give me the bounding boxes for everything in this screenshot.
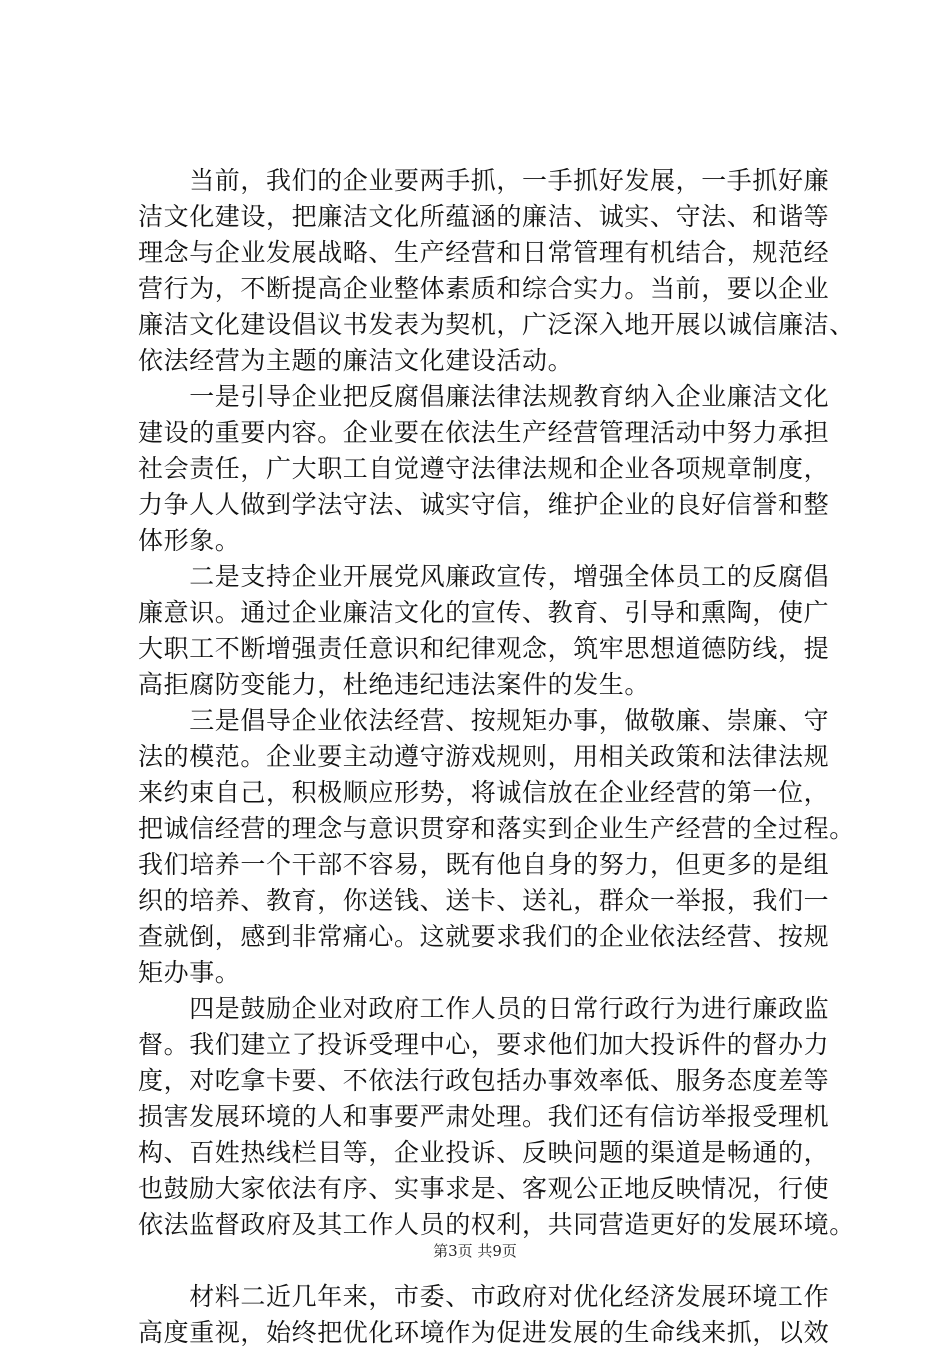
- text-line: 廉洁文化建设倡议书发表为契机，广泛深入地开展以诚信廉洁、: [138, 310, 855, 339]
- text-line: 廉意识。通过企业廉洁文化的宣传、教育、引导和熏陶，使广: [138, 598, 830, 627]
- text-line: 建设的重要内容。企业要在依法生产经营管理活动中努力承担: [138, 418, 830, 447]
- text-line: 理念与企业发展战略、生产经营和日常管理有机结合，规范经: [138, 238, 830, 267]
- text-line: 依法经营为主题的廉洁文化建设活动。: [138, 346, 574, 375]
- text-line: 矩办事。: [138, 958, 241, 987]
- text-line: 三是倡导企业依法经营、按规矩办事，做敬廉、崇廉、守: [138, 706, 830, 735]
- text-line: 法的模范。企业要主动遵守游戏规则，用相关政策和法律法规: [138, 742, 830, 771]
- text-line: 构、百姓热线栏目等，企业投诉、反映问题的渠道是畅通的，: [138, 1138, 830, 1167]
- text-line: 洁文化建设，把廉洁文化所蕴涵的廉洁、诚实、守法、和谐等: [138, 202, 830, 231]
- text-line: 我们培养一个干部不容易，既有他自身的努力，但更多的是组: [138, 850, 830, 879]
- text-line: 材料二近几年来，市委、市政府对优化经济发展环境工作: [138, 1282, 830, 1311]
- text-line: 依法监督政府及其工作人员的权利，共同营造更好的发展环境。: [138, 1210, 855, 1239]
- text-line: 来约束自己，积极顺应形势，将诚信放在企业经营的第一位，: [138, 778, 830, 807]
- text-line: 损害发展环境的人和事要严肃处理。我们还有信访举报受理机: [138, 1102, 830, 1131]
- text-line: 社会责任，广大职工自觉遵守法律法规和企业各项规章制度，: [138, 454, 830, 483]
- text-line: 高拒腐防变能力，杜绝违纪违法案件的发生。: [138, 670, 651, 699]
- text-line: 督。我们建立了投诉受理中心，要求他们加大投诉件的督办力: [138, 1030, 830, 1059]
- text-line: 一是引导企业把反腐倡廉法律法规教育纳入企业廉洁文化: [138, 382, 830, 411]
- page-number-footer: 第3页 共9页: [433, 1242, 517, 1260]
- text-line: 力争人人做到学法守法、诚实守信，维护企业的良好信誉和整: [138, 490, 830, 519]
- text-line: 营行为，不断提高企业整体素质和综合实力。当前，要以企业: [138, 274, 830, 303]
- text-line: 体形象。: [138, 526, 241, 555]
- document-body: [138, 163, 855, 1351]
- text-line: 织的培养、教育，你送钱、送卡、送礼，群众一举报，我们一: [138, 886, 830, 915]
- text-line: 当前，我们的企业要两手抓，一手抓好发展，一手抓好廉: [138, 166, 830, 195]
- text-line: 四是鼓励企业对政府工作人员的日常行政行为进行廉政监: [138, 994, 830, 1023]
- text-line: 也鼓励大家依法有序、实事求是、客观公正地反映情况，行使: [138, 1174, 830, 1203]
- text-line: 度，对吃拿卡要、不依法行政包括办事效率低、服务态度差等: [138, 1066, 830, 1095]
- text-line: 把诚信经营的理念与意识贯穿和落实到企业生产经营的全过程。: [138, 814, 855, 843]
- text-line: 高度重视，始终把优化环境作为促进发展的生命线来抓，以效: [138, 1318, 830, 1347]
- text-line: 大职工不断增强责任意识和纪律观念，筑牢思想道德防线，提: [138, 634, 830, 663]
- text-line: 查就倒，感到非常痛心。这就要求我们的企业依法经营、按规: [138, 922, 830, 951]
- text-line: 二是支持企业开展党风廉政宣传，增强全体员工的反腐倡: [138, 562, 830, 591]
